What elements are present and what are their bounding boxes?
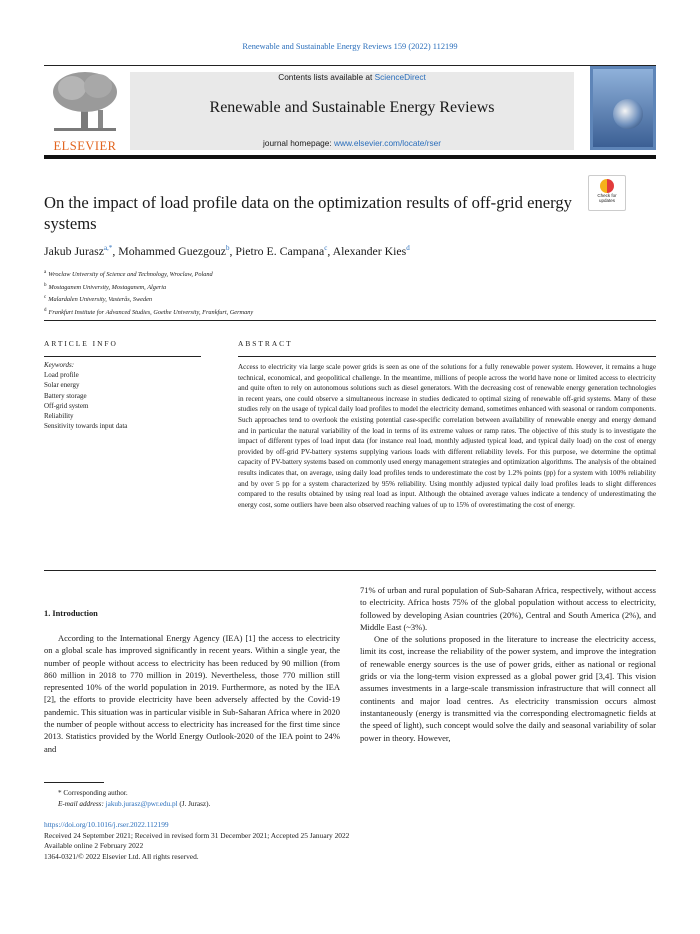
publisher-name: ELSEVIER xyxy=(53,139,117,153)
affiliation-text: Wroclaw University of Science and Technology, Wroclaw, Poland xyxy=(48,271,213,279)
section-heading: 1. Introduction xyxy=(44,609,98,618)
contents-line xyxy=(130,72,574,82)
check-for-updates-button[interactable] xyxy=(588,175,626,211)
author-name[interactable]: Alexander Kies xyxy=(332,244,407,258)
divider-rule xyxy=(44,320,656,321)
paragraph: 71% of urban and rural population of Sub-Saharan Africa, respectively, without access to electricity. Africa hosts 75% of the global population without access to electricity, followed by developing Asian countries (20%), Central and South America (2%), and Middle East (~3%). xyxy=(360,585,656,632)
contents-prefix: Contents lists available at xyxy=(278,72,375,82)
paragraph: According to the International Energy Agency (IEA) [1] the access to electricity on a global scale has improved significantly in recent years. Within a single year, the number of people without access to electricity has been reduced by 90 million (from 860 million in 2018 to 770 million in 2019). Nevertheless, those 770 million still represented 10% of the world population in 2019. Furthermore, as noted by the IEA [2], the efforts to provide electricity have been adversely affected by the Covid-19 pandemic. This situation was in particular visible in Sub-Saharan Africa where in 2020 the number of people without access to electricity has increased for the first time since 2013. Statistics provided by the World Energy Outlook-2020 of the IEA point to 24% and xyxy=(44,633,340,754)
body-column-left xyxy=(44,632,340,755)
keywords-heading: Keywords: xyxy=(44,361,75,369)
received-dates: Received 24 September 2021; Received in revised form 31 December 2021; Accepted 25 January 2022 xyxy=(44,830,350,840)
affiliation-item xyxy=(44,268,253,281)
affiliation-text: Malardalen University, Vasterås, Sweden xyxy=(48,296,153,304)
affiliation-mark: a xyxy=(44,270,47,275)
corresponding-author: * Corresponding author. xyxy=(58,789,128,797)
email-line xyxy=(44,799,210,810)
author-affil-mark[interactable]: d xyxy=(406,244,410,253)
issn-copyright: 1364-0321/© 2022 Elsevier Ltd. All rights reserved. xyxy=(44,851,199,861)
author-affil-mark[interactable]: b xyxy=(226,244,230,253)
author-name[interactable]: Jakub Jurasz xyxy=(44,244,104,258)
author-list: Jakub Jurasz$^{a,*}$, Mohammed Guezgouz$^b$, Pietro E. Campana$^c$, Alexander Kies$^d$ xyxy=(44,244,410,258)
affiliation-item xyxy=(44,281,253,294)
check-updates-icon xyxy=(600,179,614,193)
affiliation-item xyxy=(44,306,253,319)
journal-title-band xyxy=(130,72,574,150)
keyword-item: Load profile xyxy=(44,371,79,380)
keywords-list xyxy=(44,360,127,431)
author-affil-mark[interactable]: c xyxy=(324,244,328,253)
keyword-item: Battery storage xyxy=(44,391,87,400)
online-date: Available online 2 February 2022 xyxy=(44,841,144,850)
author-name[interactable]: Mohammed Guezgouz xyxy=(118,244,226,258)
affiliation-text: Mostaganem University, Mostaganem, Algeria xyxy=(48,283,167,291)
divider-rule xyxy=(44,570,656,571)
doi-link[interactable]: https://doi.org/10.1016/j.rser.2022.112199 xyxy=(44,820,169,829)
journal-name: Renewable and Sustainable Energy Reviews xyxy=(209,99,495,116)
abstract-text: Access to electricity via large scale power grids is seen as one of the solutions for a fully renewable power system. However, it remains a huge technical, economical, and geopolitical challenge. In the meantime, millions of people across the world have none or limited access to electricity and quite often to rely on autonomous solutions such as diesel generators. With the decreasing cost of renewable energy generation technologies in recent years, one could observe a simultaneous increase in studies dedicated to optimal sizing of renewable off-grid systems. Many of these studies rely on the usage of typical daily load profiles to model the electricity demand, sometimes enhanced with seasonal or random components. Such approaches tend to overlook the existing potential case-specific correlation between availability of renewable energy and energy demand and in particular the natural variability of the load in terms of its extreme values or ramp rates. The objective of this study is to investigate the impact of different types of load input data (for instance real load, monthly adjusted typical load, and typical daily load) on the cost of energy provided by off-grid PV-battery systems supplying various loads with different reliability levels. For this purpose, we determine the optimal capacity of PV-battery systems based on commonly used energy management strategies and optimization algorithms. The analysis of the obtained results indicates that, on average, using daily load profiles tends to underestimate the cost by 1.2% points (pp) for a system with 100% reliability and by over 5 pp for a system characterized by 95% reliability. Using monthly adjusted typical daily load profiles leads to slight differences compared to the results obtained by using real load as input. Although the obtained average values indicate a tendency of underestimating the energy cost, some outliers have been also observed reaching values of up to 15% of overestimating the cost of energy. xyxy=(238,363,656,509)
journal-reference[interactable]: Renewable and Sustainable Energy Reviews 159 (2022) 112199 xyxy=(242,42,458,51)
email-suffix: (J. Jurasz). xyxy=(177,800,211,809)
journal-header xyxy=(44,66,656,155)
email-link[interactable]: jakub.jurasz@pwr.edu.pl xyxy=(105,800,178,809)
keyword-item: Off-grid system xyxy=(44,401,89,410)
body-column-right xyxy=(360,584,656,744)
globe-icon xyxy=(613,99,643,129)
tree-logo-icon xyxy=(50,70,120,132)
abstract-rule xyxy=(238,356,656,357)
journal-cover-thumbnail[interactable] xyxy=(590,66,656,150)
abstract-heading: ABSTRACT xyxy=(238,339,293,348)
keyword-item: Sensitivity towards input data xyxy=(44,422,128,431)
elsevier-logo[interactable] xyxy=(44,70,126,154)
article-info-rule xyxy=(44,356,201,357)
footnote-rule xyxy=(44,782,104,783)
article-metadata xyxy=(44,820,349,862)
article-info-heading: ARTICLE INFO xyxy=(44,339,118,348)
affiliation-mark: b xyxy=(44,282,47,288)
footnote xyxy=(44,788,210,810)
affiliations xyxy=(44,268,253,318)
paragraph: One of the solutions proposed in the literature to increase the electricity access, limit its cost, increase the reliability of the power system, and improve the integration of renewable energy sources is the use of power grids, either as national or regional grids or via the long-term vision expressed as a global power grid [3,4]. This vision assumes investments in a large-scale transmission infrastructure that will connect all continents and major load centres. As electricity transmission occurs almost instantaneously (energy is transmitted via the corresponding electromagnetic fields at the speed of light), such concept would solve the daily and seasonal variability of solar power in theory. However, xyxy=(360,634,656,743)
affiliation-mark: c xyxy=(44,295,47,300)
check-updates-label: Check for updates xyxy=(597,193,617,203)
sciencedirect-link[interactable]: ScienceDirect xyxy=(374,72,426,82)
author-name[interactable]: Pietro E. Campana xyxy=(235,244,325,258)
homepage-link[interactable]: www.elsevier.com/locate/rser xyxy=(334,138,442,148)
cover-image xyxy=(593,69,653,147)
affiliation-item xyxy=(44,293,253,306)
header-bottom-rule xyxy=(44,155,656,159)
keyword-item: Reliability xyxy=(44,412,74,421)
article-title: On the impact of load profile data on the optimization results of off-grid energy systems xyxy=(44,193,572,233)
affiliation-text: Frankfurt Institute for Advanced Studies, Goethe University, Frankfurt, Germany xyxy=(48,308,254,316)
homepage-line xyxy=(130,138,574,148)
email-label: E-mail address: xyxy=(58,800,106,809)
homepage-prefix: journal homepage: xyxy=(262,138,335,148)
keyword-item: Solar energy xyxy=(44,381,80,390)
affiliation-mark: d xyxy=(44,307,47,313)
author-affil-mark[interactable]: a,* xyxy=(103,244,113,253)
